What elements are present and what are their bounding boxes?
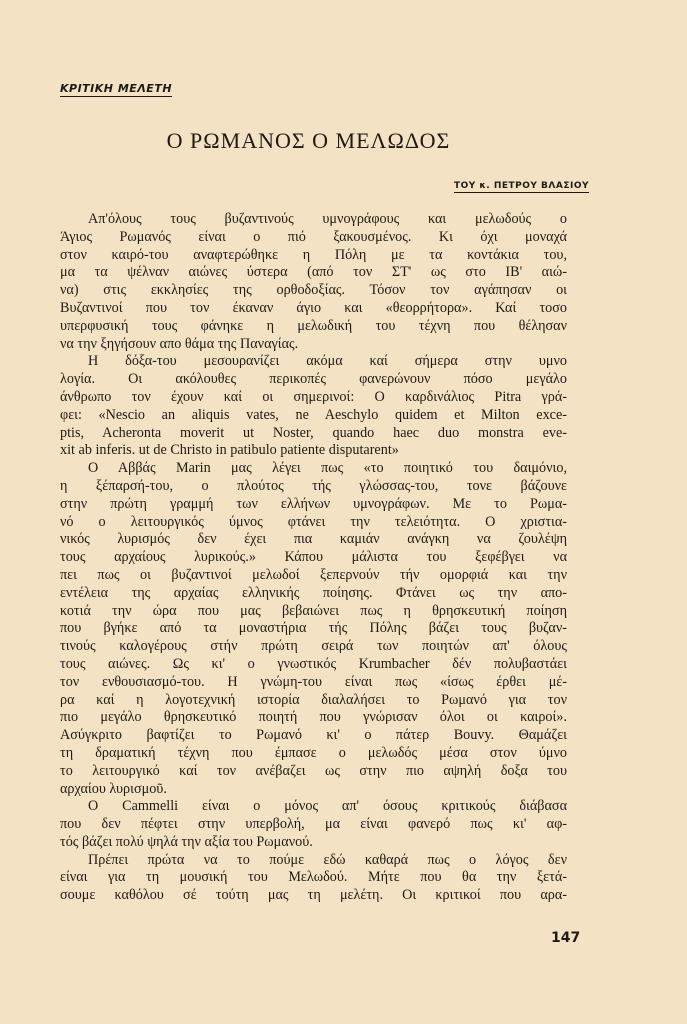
text-line: νικός λυρισμός δεν έχει πια καμιάν ανάγκη να ζουλέψη <box>60 531 567 548</box>
text-line: κοτιά την ώρα που μας βεβαιώνει πως η θρησκευτική ποίηση <box>60 602 567 619</box>
text-line: τινούς καλογέρους στήν πρώτη σειρά των ποιητών απ' όλους <box>60 638 567 655</box>
text-line: Βυζαντινοί που τον έκαναν άγιο και «θεορρήτορα». Καί τοσο <box>60 299 567 316</box>
text-line: αρχαίου λυρισμοῦ. <box>60 780 167 797</box>
article-title: Ο ΡΩΜΑΝΟΣ Ο ΜΕΛΩΔΟΣ <box>166 128 451 153</box>
text-line: φει: «Nescio an aliquis vates, ne Aeschylo quidem et Milton exce- <box>60 406 567 423</box>
text-line: Ασύγκριτο βαφτίζει το Ρωμανό κι' ο πάτερ Bouvy. Θαμάζει <box>60 727 567 744</box>
text-line: τους αιώνες. Ως κι' ο γνωστικός Krumbacher δέν πολυβαστάει <box>60 655 567 672</box>
text-line: να) στις εκκλησίες της ορθοδοξίας. Τόσον τον αγάπησαν οι <box>60 282 567 299</box>
text-line: xit ab inferis. ut de Christo in patibulo patiente disputarent» <box>60 442 399 459</box>
text-line: Ο Αββάς Marin μας λέγει πως «το ποιητικό του δαιμόνιο, <box>88 460 567 477</box>
text-line: Απ'όλους τους βυζαντινούς υμνογράφους και μελωδούς ο <box>88 211 567 227</box>
text-line: άνθρωπο τον έχουν καί οι σημερινοί: Ο καρδινάλιος Pitra γρά- <box>60 388 567 405</box>
text-line: στην πρώτη γραμμή των ελλήνων υμνογράφων. Με το Ρωμα- <box>60 495 567 512</box>
text-line: τός βάζει πολύ ψηλά την αξία του Ρωμανού. <box>60 833 313 850</box>
text-line: που δεν πέφτει στην υπερβολή, μα είναι φανερό πως κι' αφ- <box>60 816 567 833</box>
section-label: ΚΡΙΤΙΚΗ ΜΕΛΕΤΗ <box>60 82 173 95</box>
text-line: πει πως οι βυζαντινοί μελωδοί ξεπερνούν τήν ομορφιά και την <box>60 566 567 583</box>
author-byline: ΤΟΥ κ. ΠΕΤΡΟΥ ΒΛΑΣΙΟΥ <box>453 181 589 191</box>
text-line: λογία. Οι ακόλουθες περικοπές φανερώνουν πόσο μεγάλο <box>60 371 567 388</box>
page-number: 147 <box>551 930 581 946</box>
text-line: η ξέπαρσή-του, ο πλούτος τής γλώσσας-του, τονε βάζουνε <box>60 477 567 494</box>
text-line: στον καιρό-του αναφτερώθηκε η Πόλη με τα κοντάκια του, <box>60 246 567 263</box>
text-line: τον ενθουσιασμό-του. Η γνώμη-του είναι πως «ίσως έρθει μέ- <box>60 673 567 690</box>
text-line: μα τα ψέλναν αιώνες ύστερα (από τον ΣΤ' ως στο ΙΒ' αιώ- <box>60 264 567 281</box>
text-line: είναι για τη μουσική του Μελωδού. Μήτε που θα την ξετά- <box>60 869 567 886</box>
text-line: το λειτουργικό καί τον ανέβαζει ως στην πιο αψηλή δοξα του <box>60 762 567 779</box>
text-line: Πρέπει πρώτα να το πούμε εδώ καθαρά πως ο λόγος δεν <box>88 851 567 868</box>
text-line: Η δόξα-του μεσουρανίζει ακόμα καί σήμερα στην υμνο <box>88 353 567 370</box>
text-line: εντέλεια της αρχαίας ελληνικής ποίησης. Φτάνει ως την απο- <box>60 584 567 601</box>
text-line: ρα καί η λογοτεχνική ιστορία διαλαλήσει το Ρωμανό για τον <box>60 691 567 708</box>
text-line: Άγιος Ρωμανός είναι ο πιό ξακουσμένος. Κι όχι μοναχά <box>60 228 567 245</box>
text-line: Ο Cammelli είναι ο μόνος απ' όσους κριτικούς διάβασα <box>88 798 567 815</box>
text-line: που βγήκε από τα μοναστήρια τής Πόλης βάζει τους βυζαν- <box>60 620 567 637</box>
article-body <box>60 211 567 905</box>
text-line: να την ξηγήσουν απο θάμα της Παναγίας. <box>60 335 299 352</box>
text-line: ptis, Acheronta moverit ut Noster, quando haec duo monstra eve- <box>60 424 567 441</box>
text-line: τους αρχαίους λυρικούς.» Κάπου μάλιστα του ξεφέβγει να <box>60 549 567 566</box>
text-line: υπερφυσική τους φάνηκε η μελωδική του τέχνη που θέλησαν <box>60 317 567 334</box>
text-line: τη δραματική τέχνη που έμπασε ο μελωδός μέσα στον ύμνο <box>60 744 567 761</box>
text-line: νό ο λειτουργικός ύμνος φτάνει την τελειότητα. Ο χριστια- <box>60 513 567 530</box>
text-line: σουμε καθόλου σέ τούτη μας τη μελέτη. Οι κριτικοί που αρα- <box>60 887 567 904</box>
text-line: πιο μεγάλο θρησκευτικό ποιητή που γνώρισαν όλοι οι καιροί». <box>60 709 567 726</box>
